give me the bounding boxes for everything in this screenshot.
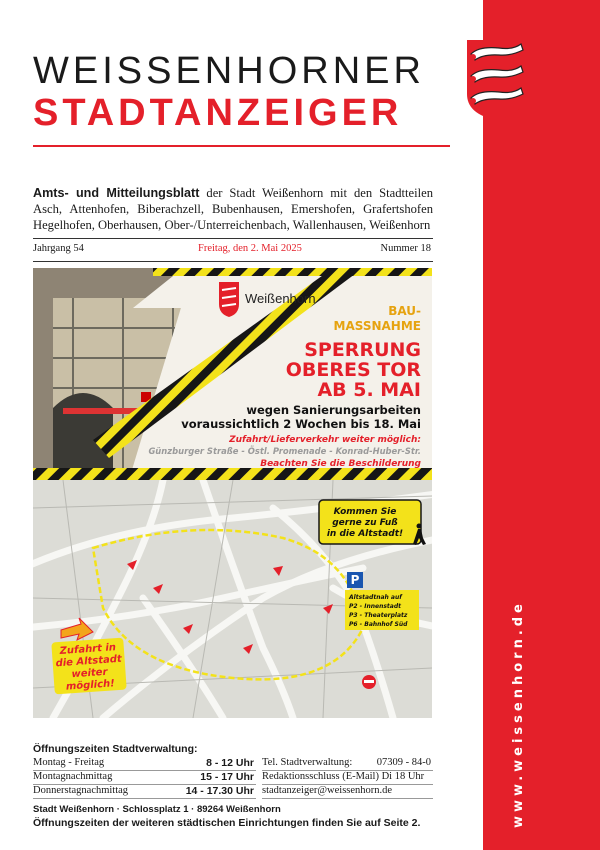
poster-main-3: AB 5. MAI <box>317 379 421 401</box>
postal-address: Stadt Weißenhorn · Schlossplatz 1 · 89264 Weißenhorn <box>33 804 281 815</box>
divider-top <box>33 238 433 239</box>
further-hours-note: Öffnungszeiten der weiteren städtischen Einrichtungen finden Sie auf Seite 2. <box>33 817 421 829</box>
issue-meta <box>33 243 433 259</box>
walking-callout <box>319 500 426 545</box>
email-link[interactable]: stadtanzeiger@weissenhorn.de <box>262 785 393 796</box>
parking-line-3: P3 - Theaterplatz <box>349 612 408 619</box>
poster-streets: Günzburger Straße - Östl. Promenade - Konrad-Huber-Str. <box>148 446 421 456</box>
parking-symbol: P <box>350 573 360 587</box>
hours-value: 8 - 12 Uhr <box>206 757 254 769</box>
poster-main-2: OBERES TOR <box>285 359 421 381</box>
phone-number: 07309 - 84-0 <box>376 757 431 768</box>
walk-line-2: gerne zu Fuß <box>332 518 398 528</box>
parking-line-2: P2 - Innenstadt <box>349 603 402 610</box>
hazard-stripe-top <box>153 268 432 276</box>
drive-line-1: Zufahrt in <box>59 642 117 657</box>
editorial-deadline: Redaktionsschluss (E-Mail) Di 18 Uhr <box>262 771 425 782</box>
drive-line-2: die Altstadt <box>55 653 123 670</box>
parking-line-4: P6 - Bahnhof Süd <box>349 621 408 628</box>
hours-value: 14 - 17.30 Uhr <box>185 785 254 797</box>
poster-headline-2: MASSNAHME <box>333 319 421 333</box>
poster-main-1: SPERRUNG <box>304 339 421 361</box>
opening-hours-title: Öffnungszeiten Stadtverwaltung: <box>33 743 198 755</box>
poster-sub-1: wegen Sanierungsarbeiten <box>246 403 421 417</box>
walk-line-1: Kommen Sie <box>333 507 397 517</box>
intro-text: der Stadt Weißenhorn mit den Stadtteilen Asch, Attenhofen, Biberachzell, Bubenhausen, Emershofen, Grafertshofen Hegelhofen, Oberhausen, Ober-/Unterreichenbach, Wallenhausen, Weißenhorn <box>33 186 433 232</box>
hours-label: Montagnachmittag <box>33 771 113 782</box>
hours-value: 15 - 17 Uhr <box>200 771 254 783</box>
drive-line-4: möglich! <box>65 678 116 693</box>
contact-email-row <box>262 785 433 799</box>
poster-note: Beachten Sie die Beschilderung <box>260 459 421 469</box>
publication-intro <box>33 185 433 233</box>
contact-phone-row <box>262 757 433 771</box>
issue-volume: Jahrgang 54 <box>33 243 84 254</box>
phone-label: Tel. Stadtverwaltung: <box>262 757 353 768</box>
masthead-title-line1: WEISSENHORNER <box>33 50 425 92</box>
poster-access: Zufahrt/Lieferverkehr weiter möglich: <box>229 435 421 445</box>
poster-headline-1: BAU- <box>388 304 421 318</box>
hours-row <box>33 785 256 799</box>
hours-row <box>33 771 256 785</box>
poster-brand: Weißenhorn <box>245 291 316 306</box>
contact-block <box>262 757 433 799</box>
divider-bottom <box>33 261 433 262</box>
walk-line-3: in die Altstadt! <box>326 529 404 539</box>
hours-row <box>33 757 256 771</box>
poster-sub-2: voraussichtlich 2 Wochen bis 18. Mai <box>181 417 421 431</box>
red-side-bar <box>483 0 600 850</box>
opening-hours-table <box>33 757 256 799</box>
construction-notice-poster <box>33 268 432 718</box>
hours-label: Donnerstagnachmittag <box>33 785 129 796</box>
drive-line-3: weiter <box>71 666 108 681</box>
hazard-stripe-bottom <box>33 468 432 480</box>
issue-date: Freitag, den 2. Mai 2025 <box>198 243 302 254</box>
contact-deadline-row <box>262 771 433 785</box>
intro-bold: Amts- und Mitteilungsblatt <box>33 186 200 200</box>
hunting-horns-crest-icon <box>465 40 527 120</box>
website-url-vertical: www.weissenhorn.de <box>511 600 526 828</box>
parking-line-1: Altstadtnah auf <box>349 594 402 601</box>
issue-number: Nummer 18 <box>380 243 431 254</box>
hours-label: Montag - Freitag <box>33 757 105 768</box>
masthead-divider <box>33 145 450 147</box>
masthead-title-line2: STADTANZEIGER <box>33 92 403 134</box>
